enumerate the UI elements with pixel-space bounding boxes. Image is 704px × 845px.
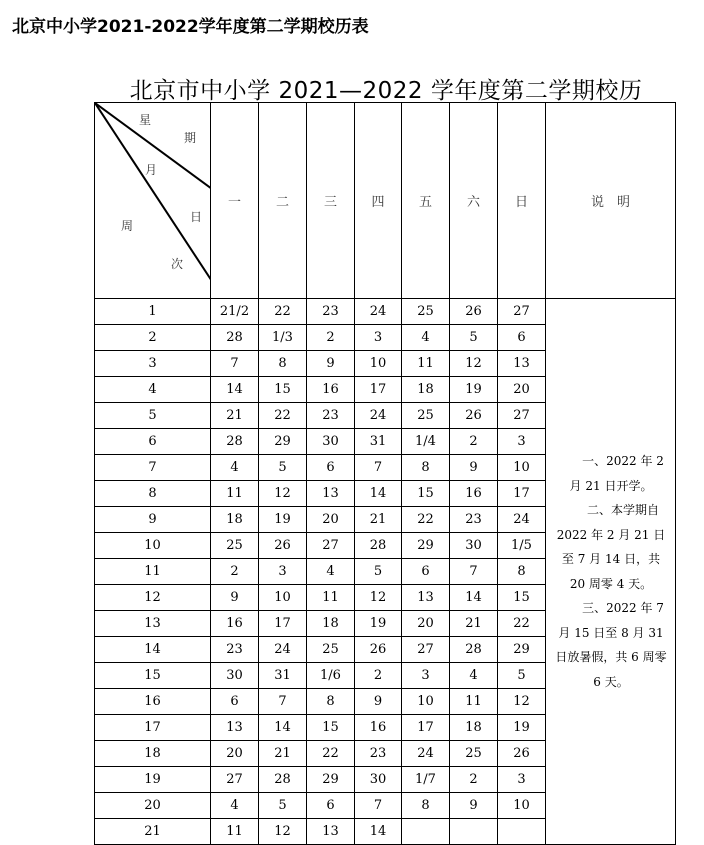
date-cell: 28 — [450, 637, 498, 663]
date-cell: 27 — [402, 637, 450, 663]
date-cell: 9 — [307, 351, 355, 377]
day-header-wed: 三 — [307, 103, 355, 299]
date-cell: 15 — [402, 481, 450, 507]
date-cell: 21 — [211, 403, 259, 429]
week-number-cell: 20 — [95, 793, 211, 819]
date-cell: 29 — [402, 533, 450, 559]
date-cell: 21 — [259, 741, 307, 767]
day-header-tue: 二 — [259, 103, 307, 299]
date-cell: 4 — [402, 325, 450, 351]
date-cell: 7 — [355, 793, 402, 819]
date-cell: 24 — [498, 507, 546, 533]
corner-label-yue: 月 — [145, 163, 158, 177]
note-item: 一、2022 年 2 月 21 日开学。 — [569, 454, 664, 493]
date-cell: 28 — [211, 429, 259, 455]
date-cell: 4 — [307, 559, 355, 585]
date-cell: 8 — [259, 351, 307, 377]
date-cell: 12 — [259, 481, 307, 507]
date-cell: 14 — [355, 819, 402, 845]
calendar-title: 北京市中小学 2021—2022 学年度第二学期校历 — [129, 78, 643, 104]
date-cell: 11 — [211, 819, 259, 845]
date-cell: 2 — [450, 767, 498, 793]
date-cell: 13 — [402, 585, 450, 611]
date-cell: 21 — [450, 611, 498, 637]
date-cell: 6 — [307, 793, 355, 819]
date-cell: 22 — [307, 741, 355, 767]
date-cell: 10 — [355, 351, 402, 377]
date-cell: 22 — [402, 507, 450, 533]
date-cell: 9 — [450, 455, 498, 481]
date-cell: 9 — [450, 793, 498, 819]
date-cell: 22 — [259, 299, 307, 325]
table-row — [95, 299, 676, 325]
date-cell: 5 — [259, 455, 307, 481]
date-cell: 5 — [450, 325, 498, 351]
date-cell: 8 — [498, 559, 546, 585]
date-cell: 13 — [307, 481, 355, 507]
corner-label-qi: 期 — [184, 131, 197, 145]
date-cell: 26 — [498, 741, 546, 767]
date-cell: 12 — [259, 819, 307, 845]
week-number-cell: 11 — [95, 559, 211, 585]
date-cell: 6 — [402, 559, 450, 585]
calendar-table — [94, 102, 676, 845]
date-cell: 27 — [498, 299, 546, 325]
corner-header-cell — [95, 103, 211, 299]
date-cell: 14 — [211, 377, 259, 403]
week-number-cell: 1 — [95, 299, 211, 325]
date-cell: 11 — [450, 689, 498, 715]
date-cell: 3 — [498, 767, 546, 793]
week-number-cell: 18 — [95, 741, 211, 767]
date-cell: 3 — [259, 559, 307, 585]
date-cell: 10 — [402, 689, 450, 715]
date-cell: 24 — [355, 299, 402, 325]
date-cell: 23 — [211, 637, 259, 663]
date-cell: 25 — [450, 741, 498, 767]
date-cell: 12 — [355, 585, 402, 611]
date-cell: 3 — [355, 325, 402, 351]
date-cell — [450, 819, 498, 845]
date-cell: 25 — [211, 533, 259, 559]
date-cell: 7 — [450, 559, 498, 585]
date-cell: 8 — [307, 689, 355, 715]
date-cell: 11 — [307, 585, 355, 611]
date-cell: 13 — [498, 351, 546, 377]
date-cell: 2 — [307, 325, 355, 351]
date-cell: 29 — [498, 637, 546, 663]
date-cell: 19 — [498, 715, 546, 741]
date-cell: 5 — [498, 663, 546, 689]
date-cell: 16 — [450, 481, 498, 507]
date-cell: 26 — [259, 533, 307, 559]
date-cell: 26 — [450, 299, 498, 325]
date-cell: 1/3 — [259, 325, 307, 351]
date-cell: 23 — [450, 507, 498, 533]
notes-header: 说 明 — [546, 103, 676, 299]
date-cell: 22 — [498, 611, 546, 637]
date-cell: 24 — [355, 403, 402, 429]
date-cell: 14 — [450, 585, 498, 611]
date-cell: 4 — [211, 455, 259, 481]
date-cell: 24 — [259, 637, 307, 663]
date-cell: 17 — [402, 715, 450, 741]
date-cell: 14 — [355, 481, 402, 507]
corner-label-xing: 星 — [139, 113, 152, 127]
week-number-cell: 13 — [95, 611, 211, 637]
date-cell: 10 — [259, 585, 307, 611]
week-number-cell: 12 — [95, 585, 211, 611]
date-cell: 14 — [259, 715, 307, 741]
date-cell: 7 — [259, 689, 307, 715]
date-cell: 5 — [259, 793, 307, 819]
notes-cell — [546, 299, 676, 845]
date-cell: 17 — [498, 481, 546, 507]
date-cell: 18 — [450, 715, 498, 741]
date-cell: 30 — [211, 663, 259, 689]
week-number-cell: 3 — [95, 351, 211, 377]
day-header-fri: 五 — [402, 103, 450, 299]
date-cell: 11 — [211, 481, 259, 507]
week-number-cell: 21 — [95, 819, 211, 845]
date-cell: 17 — [355, 377, 402, 403]
date-cell: 19 — [259, 507, 307, 533]
date-cell: 20 — [402, 611, 450, 637]
date-cell: 1/7 — [402, 767, 450, 793]
date-cell: 31 — [355, 429, 402, 455]
date-cell: 12 — [498, 689, 546, 715]
date-cell: 28 — [355, 533, 402, 559]
date-cell: 29 — [259, 429, 307, 455]
week-number-cell: 19 — [95, 767, 211, 793]
date-cell: 2 — [211, 559, 259, 585]
date-cell: 25 — [402, 403, 450, 429]
date-cell: 27 — [498, 403, 546, 429]
date-cell: 27 — [307, 533, 355, 559]
date-cell: 25 — [307, 637, 355, 663]
date-cell: 4 — [211, 793, 259, 819]
date-cell: 27 — [211, 767, 259, 793]
date-cell: 16 — [307, 377, 355, 403]
date-cell: 18 — [402, 377, 450, 403]
date-cell: 6 — [307, 455, 355, 481]
date-cell: 30 — [355, 767, 402, 793]
date-cell: 1/5 — [498, 533, 546, 559]
date-cell: 7 — [355, 455, 402, 481]
date-cell: 17 — [259, 611, 307, 637]
date-cell: 4 — [450, 663, 498, 689]
date-cell: 5 — [355, 559, 402, 585]
corner-label-ci: 次 — [171, 257, 184, 271]
week-number-cell: 17 — [95, 715, 211, 741]
date-cell: 15 — [259, 377, 307, 403]
corner-label-ri: 日 — [190, 210, 203, 224]
date-cell: 19 — [355, 611, 402, 637]
date-cell: 25 — [402, 299, 450, 325]
date-cell: 23 — [307, 299, 355, 325]
date-cell: 10 — [498, 793, 546, 819]
date-cell: 15 — [498, 585, 546, 611]
date-cell: 2 — [450, 429, 498, 455]
date-cell: 28 — [211, 325, 259, 351]
date-cell: 2 — [355, 663, 402, 689]
page-heading: 北京中小学2021-2022学年度第二学期校历表 — [12, 17, 369, 37]
date-cell: 18 — [307, 611, 355, 637]
date-cell: 1/6 — [307, 663, 355, 689]
header-row — [95, 103, 676, 299]
week-number-cell: 5 — [95, 403, 211, 429]
corner-label-zhou: 周 — [121, 219, 134, 233]
week-number-cell: 15 — [95, 663, 211, 689]
date-cell: 3 — [402, 663, 450, 689]
date-cell: 6 — [211, 689, 259, 715]
date-cell — [498, 819, 546, 845]
date-cell: 12 — [450, 351, 498, 377]
date-cell: 1/4 — [402, 429, 450, 455]
note-item: 二、本学期自 2022 年 2 月 21 日至 7 月 14 日，共 20 周零 4 天。 — [556, 503, 666, 591]
date-cell: 26 — [355, 637, 402, 663]
week-number-cell: 7 — [95, 455, 211, 481]
date-cell: 10 — [498, 455, 546, 481]
day-header-sat: 六 — [450, 103, 498, 299]
date-cell: 23 — [307, 403, 355, 429]
date-cell: 20 — [307, 507, 355, 533]
date-cell: 7 — [211, 351, 259, 377]
date-cell: 16 — [211, 611, 259, 637]
day-header-thu: 四 — [355, 103, 402, 299]
week-number-cell: 9 — [95, 507, 211, 533]
week-number-cell: 16 — [95, 689, 211, 715]
date-cell: 20 — [498, 377, 546, 403]
date-cell: 9 — [211, 585, 259, 611]
date-cell: 22 — [259, 403, 307, 429]
note-item: 三、2022 年 7 月 15 日至 8 月 31 日放暑假，共 6 周零 6 天。 — [555, 601, 667, 689]
date-cell: 16 — [355, 715, 402, 741]
date-cell: 30 — [450, 533, 498, 559]
week-number-cell: 2 — [95, 325, 211, 351]
date-cell: 11 — [402, 351, 450, 377]
date-cell: 31 — [259, 663, 307, 689]
date-cell: 21/2 — [211, 299, 259, 325]
date-cell: 26 — [450, 403, 498, 429]
date-cell: 21 — [355, 507, 402, 533]
date-cell: 30 — [307, 429, 355, 455]
date-cell: 28 — [259, 767, 307, 793]
week-number-cell: 14 — [95, 637, 211, 663]
date-cell: 24 — [402, 741, 450, 767]
date-cell: 15 — [307, 715, 355, 741]
week-number-cell: 8 — [95, 481, 211, 507]
date-cell: 3 — [498, 429, 546, 455]
date-cell: 6 — [498, 325, 546, 351]
date-cell: 13 — [211, 715, 259, 741]
week-number-cell: 10 — [95, 533, 211, 559]
week-number-cell: 4 — [95, 377, 211, 403]
date-cell: 29 — [307, 767, 355, 793]
date-cell: 19 — [450, 377, 498, 403]
week-number-cell: 6 — [95, 429, 211, 455]
date-cell: 18 — [211, 507, 259, 533]
date-cell: 23 — [355, 741, 402, 767]
date-cell — [402, 819, 450, 845]
day-header-mon: 一 — [211, 103, 259, 299]
date-cell: 8 — [402, 455, 450, 481]
date-cell: 8 — [402, 793, 450, 819]
date-cell: 9 — [355, 689, 402, 715]
date-cell: 20 — [211, 741, 259, 767]
date-cell: 13 — [307, 819, 355, 845]
day-header-sun: 日 — [498, 103, 546, 299]
